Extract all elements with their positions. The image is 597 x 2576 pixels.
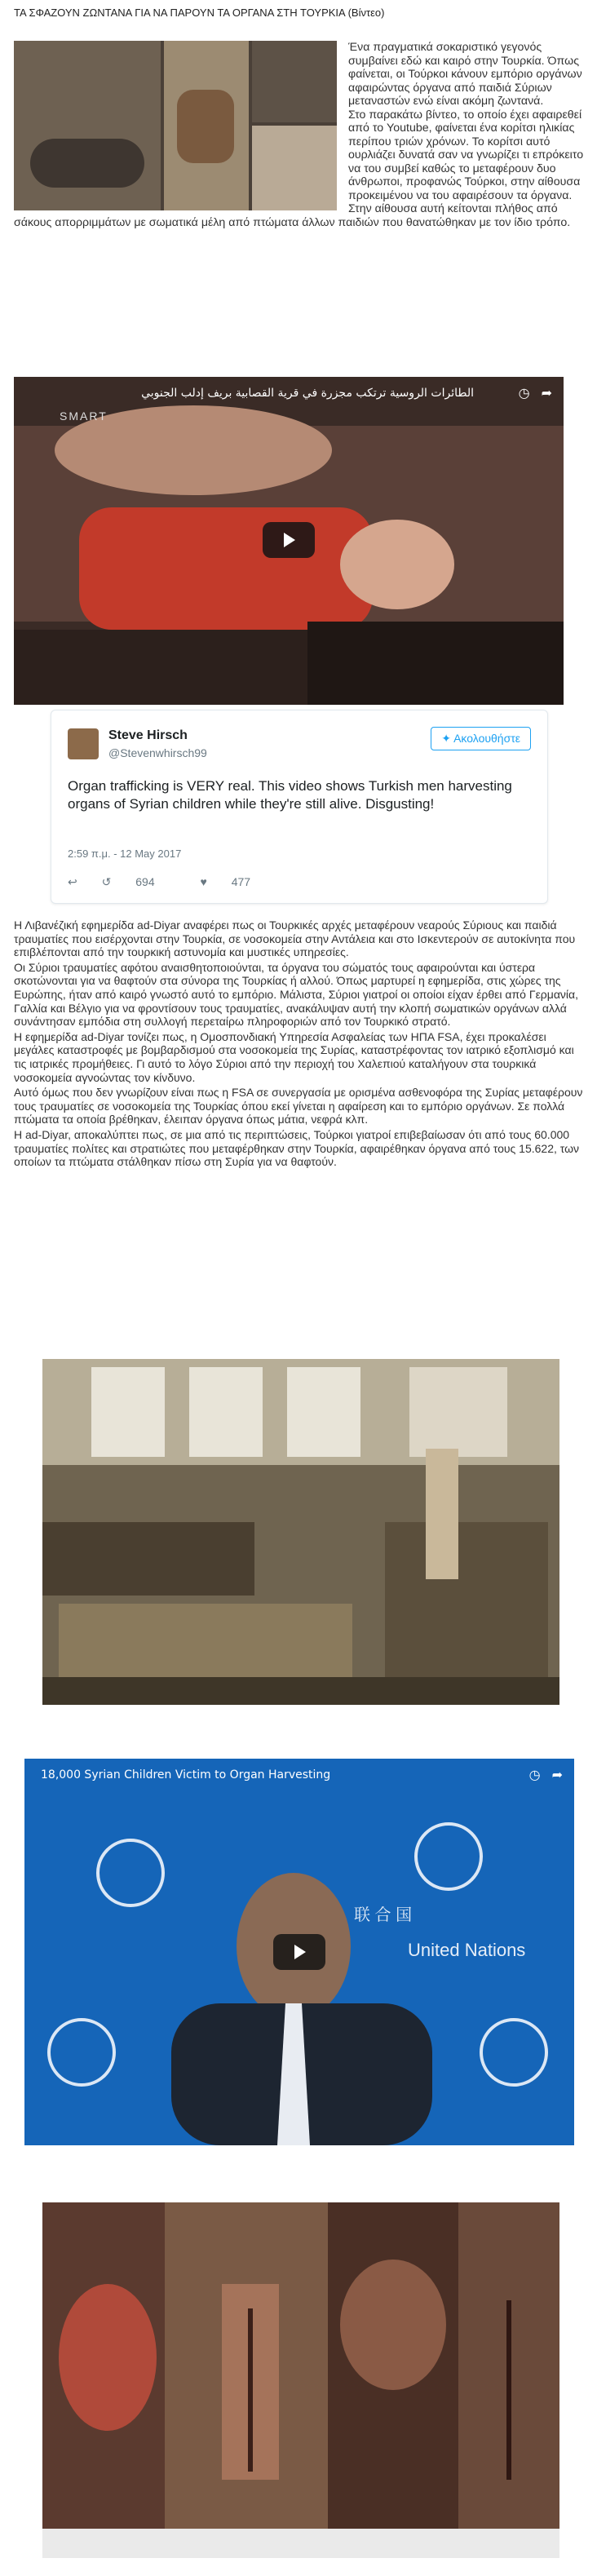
follow-button[interactable] [431,727,531,750]
avatar[interactable] [68,728,99,759]
article-body [14,918,585,1171]
play-button[interactable] [273,1934,325,1970]
heart-icon: ♥ [200,875,207,888]
hospital-photo [42,1359,559,1705]
watch-later-icon[interactable]: ◷ [518,387,530,401]
retweet-count: 694 [135,875,155,888]
video-1-watermark: SMART [60,409,108,423]
tweet-embed [51,710,548,904]
video-player-2[interactable] [24,1759,574,2145]
un-text: United Nations [408,1940,526,1960]
body-paragraph-4: Αυτό όμως που δεν γνωρίζουν είναι πως η FSA σε συνεργασία με ορισμένα ασθενοφόρα της Συρίας μεταφέρουν τους τραυματίες σε νοσοκομεία της Τουρκίας όπου εκεί γίνεται η αφαίρεση και το εμπόριο οργάνων. Σε πολλά πτώματα τα οποία βρέθηκαν, έλειπαν όργανα όπως μάτια, νεφρά κλπ. [14,1086,583,1126]
body-paragraph-3: Η εφημερίδα ad-Diyar τονίζει πως, η Ομοσπονδιακή Υπηρεσία Ασφαλείας των ΗΠΑ FSA, έχει προκαλέσει μεγάλες καταστροφές με βομβαρδισμού στα νοσοκομεία της Συρίας, καταστρέφοντας τον ιατρικό εξοπλισμό και τις ιατρικές προμήθειες. Γι αυτό το λόγο Σύριοι από την περιοχή του Χαλεπιού καταλήγουν στα τουρκικά νοσοκομεία αγνοώντας τον κίνδυνο. [14,1029,574,1084]
tweet-author-name[interactable]: Steve Hirsch [108,728,188,742]
watch-later-icon[interactable]: ◷ [528,1768,541,1782]
article-title: ΤΑ ΣΦΑΖΟΥΝ ΖΩΝΤΑΝΑ ΓΙΑ ΝΑ ΠΑΡΟΥΝ ΤΑ ΟΡΓΑΝΑ ΣΤΗ ΤΟΥΡΚΙΑ (Βίντεο) [14,7,385,19]
hospital-photo-image [42,1359,559,1705]
like-count: 477 [231,875,251,888]
video-1-title: الطائرات الروسية ترتكب مجزرة في قرية القصابية بريف إدلب الجنوبي [141,387,474,400]
intro-paragraph-2: Στο παρακάτω βίντεο, το οποίο έχει αφαιρεθεί από το Youtube, φαίνεται ένα κορίτσι ηλικίας περίπου τριών χρόνων. Το κορίτσι αυτό ουρλιάζει δυνατά σαν να γνωρίζει τι επρόκειτο να του συμβεί καθώς το μεταφέρουν δυο άνθρωποι, προφανώς Τούρκοι, στην αίθουσα προκειμένου να του αφαιρέσουν τα όργανα. Στην αίθουσα αυτή κείτονται πλήθος από σάκους απορριμμάτων με σωματικά μέλη από πτώματα άλλων παιδιών που θανατώθηκαν με τον ίδιο τρόπο. [14,108,584,229]
follow-label: Ακολουθήστε [453,732,520,745]
body-paragraph-1: Η Λιβανέζική εφημερίδα ad-Diyar αναφέρει πως οι Τουρκικές αρχές μεταφέρουν νεαρούς Σύριους και παιδιά τραυματίες που εισέρχονται στην Τουρκία, σε νοσοκομεία στην Αντάλεια και στο Ισκεντερούν σε αυτοκίνητα που επιβλέπονται από την τουρκική αστυνομία και μυστικές υπηρεσίες. [14,918,576,959]
tweet-date[interactable]: 2:59 π.μ. - 12 May 2017 [68,848,182,860]
intro-text [14,41,585,229]
twitter-bird-icon: ✦ [441,732,451,745]
video-2-title: 18,000 Syrian Children Victim to Organ Harvesting [41,1768,331,1782]
un-chinese-text: 联 合 国 [354,1906,413,1924]
intro-paragraph-1: Ένα πραγματικά σοκαριστικό γεγονός συμβαίνει εδώ και καιρό στην Τουρκία. Όπως φαίνεται, οι Τούρκοι κάνουν εμπόριο οργάνων αφαιρώντας όργανα από παιδιά Σύριων μεταναστών ενώ είναι ακόμη ζωντανά. [348,41,582,108]
children-photo [42,2202,559,2558]
children-photo-image [42,2202,559,2558]
video-player-1[interactable] [14,377,564,705]
play-button[interactable] [263,522,315,558]
body-paragraph-5: Η ad-Diyar, αποκαλύπτει πως, σε μια από τις περιπτώσεις, Τούρκοι γιατροί επιβεβαίωσαν ότι από τους 60.000 τραυματίες πολίτες και στρατιώτες που μεταφέρθηκαν στην Τουρκία, αφαιρέθηκαν όργανα από τους 15.622, των οποίων τα πτώματα στάλθηκαν πίσω στη Συρία για να θαφτούν. [14,1127,580,1169]
share-icon[interactable]: ➦ [541,387,552,401]
like-button[interactable] [201,875,272,888]
body-paragraph-2: Οι Σύριοι τραυματίες αφότου αναισθητοποιούνται, τα όργανα του σώματός τους αφαιρούνται και ύστερα σκοτώνονται για να θαφτούν στα σύνορα της Τουρκίας ή αλλού. Όπως μαρτυρεί η εφημερίδα, στις χώρες της Ευρώπης, ήταν από καιρό γνωστό αυτό το εμπόριο. Μάλιστα, Σύριοι γιατροί οι οποίοι είχαν έρθει από Γερμανία, Γαλλία και Βέλγιο για να φροντίσουν τους τραυματίες, ανακάλυψαν αυτή την κλοπή σωματικών οργάνων αλλά συνάντησαν εμπόδια στη συλλογή περεταίρω πληροφοριών από τον Τουρκικό στρατό. [14,960,579,1029]
tweet-text: Organ trafficking is VERY real. This video shows Turkish men harvesting organs of Syrian children while they're still alive. Disgusting! [68,778,512,812]
tweet-author-handle[interactable]: @Stevenwhirsch99 [108,746,207,759]
share-icon[interactable]: ➦ [551,1768,563,1782]
retweet-icon: ↺ [101,875,112,888]
retweet-button[interactable] [102,875,176,888]
reply-icon[interactable]: ↩ [68,875,77,888]
